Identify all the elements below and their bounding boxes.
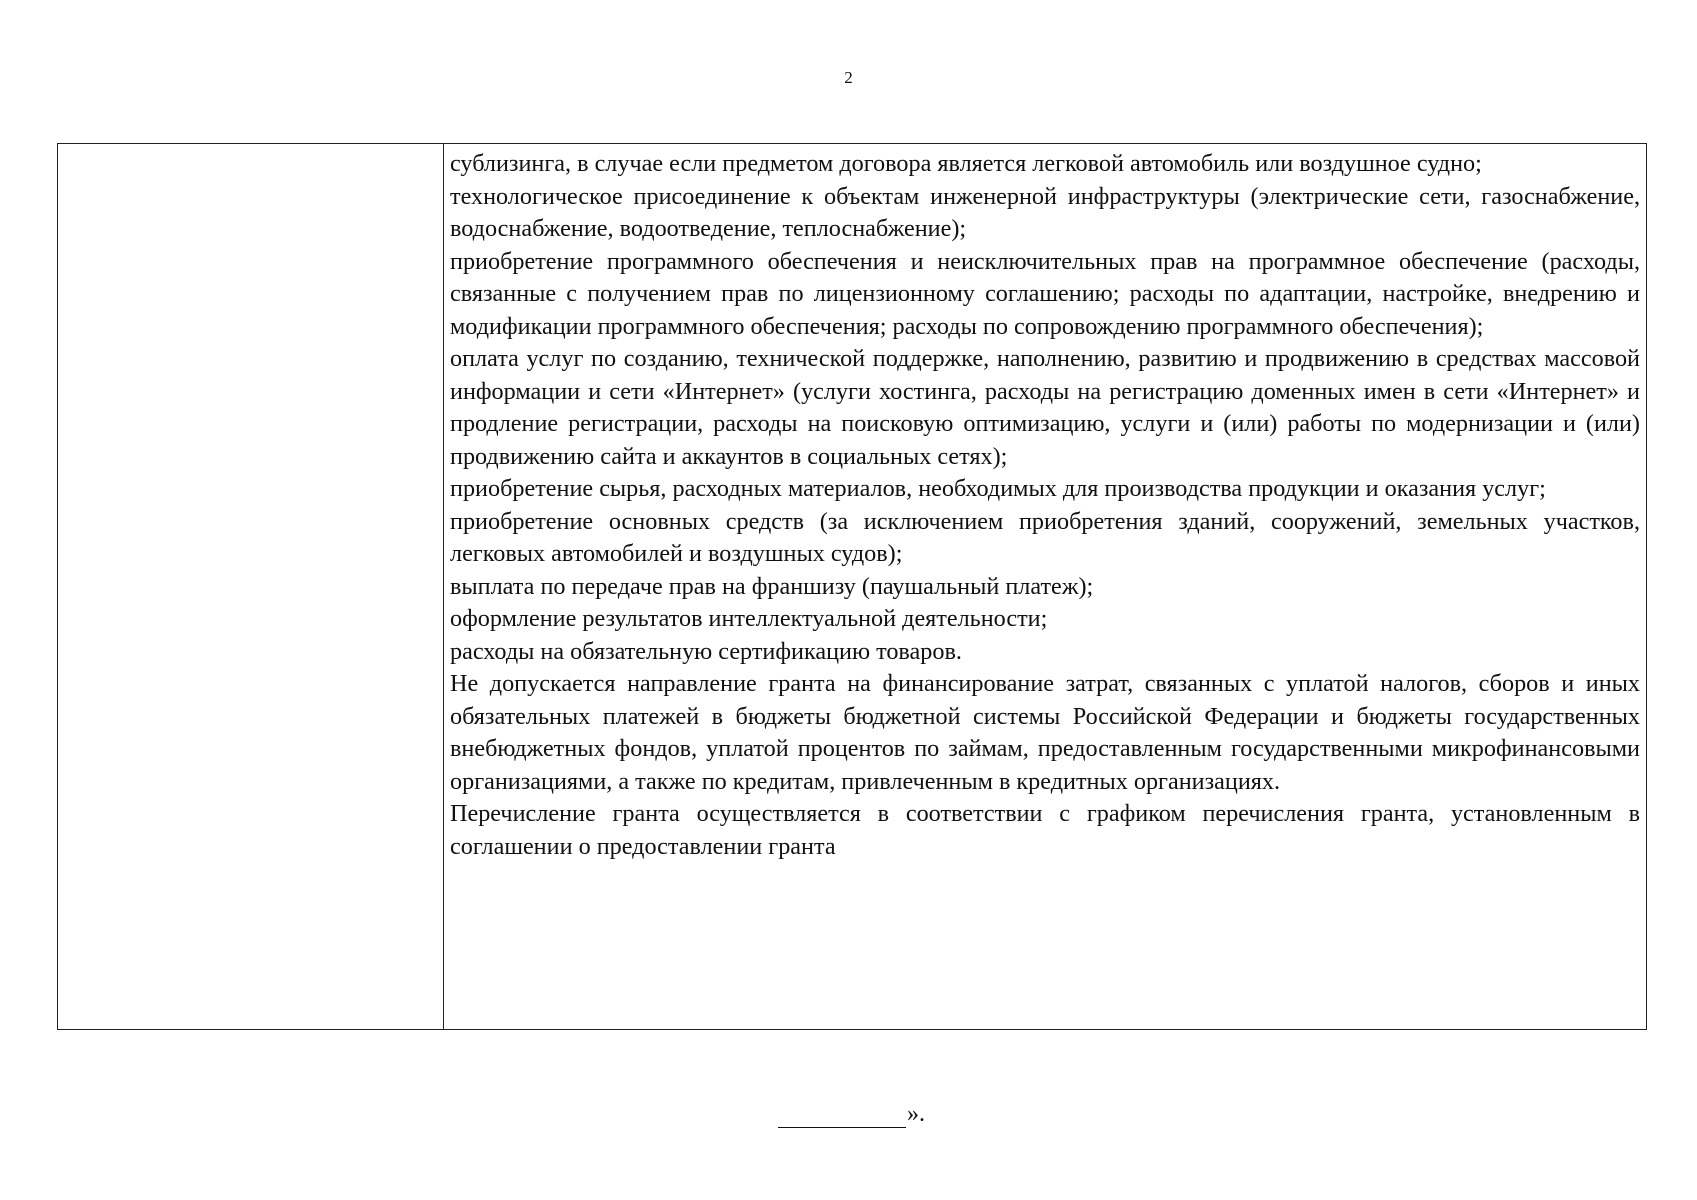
content-table xyxy=(57,143,1647,1030)
table-paragraph: расходы на обязательную сертификацию товаров. xyxy=(450,637,962,665)
table-paragraph: оплата услуг по созданию, технической поддержке, наполнению, развитию и продвижению в средствах массовой информации и сети «Интернет» (услуги хостинга, расходы на регистрацию доменных имен в сети «Интернет» и продление регистрации, расходы на поисковую оптимизацию, услуги и (или) работы по модернизации и (или) продвижению сайта и аккаунтов в социальных сетях); xyxy=(450,345,1640,470)
table-paragraph: приобретение сырья, расходных материалов, необходимых для производства продукции и оказания услуг; xyxy=(450,475,1546,502)
table-paragraph: приобретение программного обеспечения и неисключительных прав на программное обеспечение (расходы, связанные с получением прав по лицензионному соглашению; расходы по адаптации, настройке, внедрению и модификации программного обеспечения; расходы по сопровождению программного обеспечения); xyxy=(450,247,1640,340)
table-paragraph: выплата по передаче прав на франшизу (паушальный платеж); xyxy=(450,572,1094,600)
closing-quote-mark: ». xyxy=(907,1101,925,1127)
table-paragraph: приобретение основных средств (за исключением приобретения зданий, сооружений, земельных участков, легковых автомобилей и воздушных судов); xyxy=(450,507,1640,567)
table-paragraph: сублизинга, в случае если предметом договора является легковой автомобиль или воздушное судно; xyxy=(450,150,1482,177)
table-paragraph: Не допускается направление гранта на финансирование затрат, связанных с уплатой налогов, сборов и иных обязательных платежей в бюджеты бюджетной системы Российской Федерации и бюджеты государственных внебюджетных фондов, уплатой процентов по займам, предоставленным государственными микрофинансовыми организациями, а также по кредитам, привлеченным в кредитных организациях. xyxy=(450,670,1640,795)
table-paragraph: Перечисление гранта осуществляется в соответствии с графиком перечисления гранта, установленным в соглашении о предоставлении гранта xyxy=(450,800,1640,860)
closing-line xyxy=(778,1100,925,1128)
table-left-cell xyxy=(58,144,444,1029)
table-paragraph: оформление результатов интеллектуальной деятельности; xyxy=(450,605,1048,632)
table-right-cell xyxy=(444,144,1646,1029)
signature-blank-line xyxy=(778,1107,906,1128)
table-paragraph: технологическое присоединение к объектам инженерной инфраструктуры (электрические сети, газоснабжение, водоснабжение, водоотведение, теплоснабжение); xyxy=(450,182,1640,242)
page-number: 2 xyxy=(844,68,853,87)
